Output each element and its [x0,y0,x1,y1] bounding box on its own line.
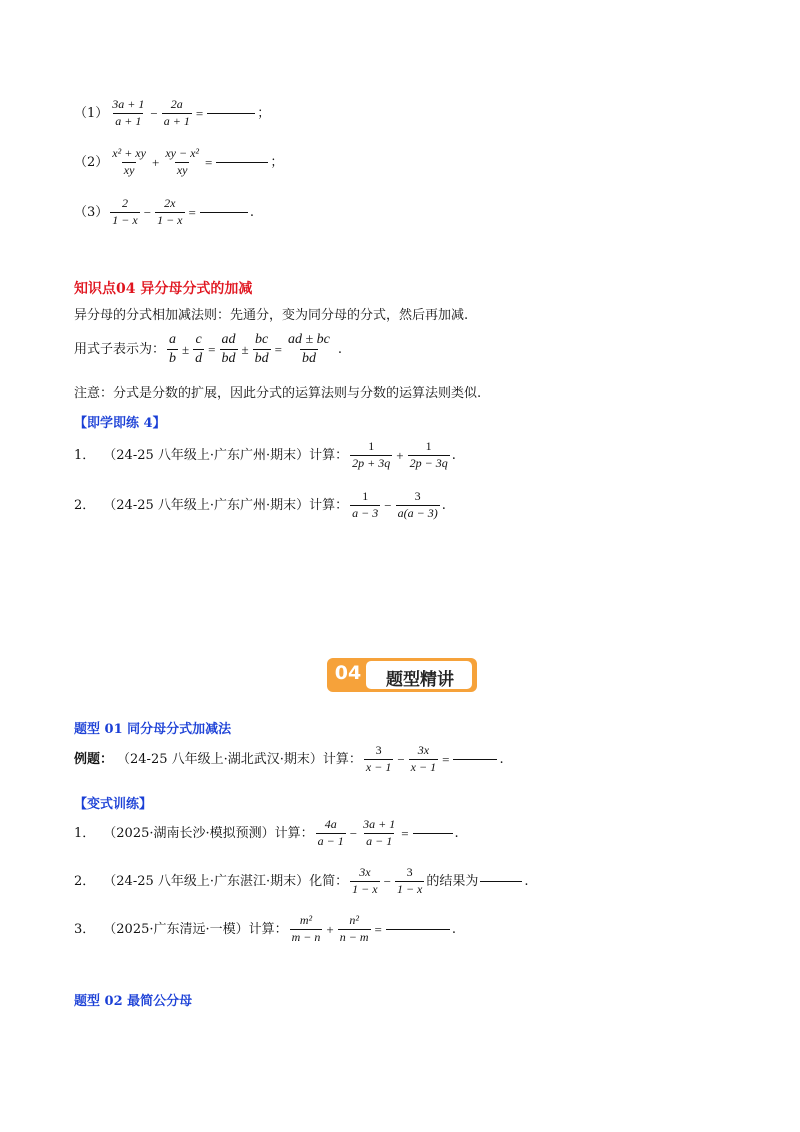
punctuation: . [441,497,446,513]
operator: ± [182,342,190,358]
fraction: $\frac{3}{x - 1}$ [365,743,392,774]
item-number: 2． [74,873,96,889]
operator: − [384,497,392,513]
answer-blank[interactable] [216,162,268,163]
equals-sign: = [188,204,196,220]
item-label: （1） [74,105,109,121]
punctuation: . [454,825,459,841]
fraction: $\frac{3x}{1 - x}$ [352,865,378,896]
type02-heading: 题型 02 最简公分母 [74,994,193,1009]
operator: − [383,873,391,889]
formula-prefix: 用式子表示为： [74,342,166,358]
training-heading: 【变式训练】 [74,797,153,812]
fraction: $\frac{4a}{a - 1}$ [317,817,344,848]
fraction: $\frac{3x}{x - 1}$ [410,743,437,774]
answer-blank[interactable] [200,212,248,213]
item-source: （24-25 八年级上·广东湛江·期末）化简： [103,873,349,889]
note-text: 注意：分式是分数的扩展，因此分式的运算法则与分数的运算法则类似. [74,386,482,401]
item-number: 3． [74,921,96,937]
practice-heading: 【即学即练 4】 [74,416,166,431]
fraction: $\frac{3}{1 - x}$ [396,865,423,896]
operator: + [396,447,404,463]
fraction: $\frac{c}{d}$ [195,332,203,367]
operator: − [349,825,358,841]
answer-blank[interactable] [386,929,450,930]
item-source: （24-25 八年级上·广东广州·期末）计算： [103,497,349,513]
operator: + [326,921,334,937]
fraction: $\frac{\text{n²}}{n - m}$ [339,913,369,944]
practice-item-2 [74,490,446,521]
answer-blank[interactable] [453,759,497,760]
punctuation: . [337,342,343,358]
punctuation: . [451,921,456,937]
fraction: $\frac{\text{x² + xy}}{xy}$ [112,146,146,177]
fraction: $\frac{bc}{bd}$ [254,332,269,367]
item-number: 1． [74,825,96,841]
punctuation: . [499,751,504,767]
punctuation: . [249,204,254,220]
answer-blank[interactable] [480,881,522,882]
item-label: （2） [74,154,109,170]
exercise-2 [74,147,283,178]
example-source: （24-25 八年级上·湖北武汉·期末）计算： [117,751,362,767]
fraction: $\frac{\text{m²}}{m - n}$ [291,913,321,944]
formula-line [74,332,342,367]
example-label: 例题： [74,751,114,767]
fraction: $\frac{3a + 1}{a + 1}$ [112,97,145,128]
example [74,744,504,775]
fraction: $\frac{2a}{a + 1}$ [163,97,190,128]
punctuation: ； [270,154,284,170]
banner-number: 04 [334,662,362,684]
knowledge-point-heading: 知识点04 异分母分式的加减 [74,281,253,297]
fraction: $\frac{1}{2p + 3q}$ [352,439,391,470]
fraction: $\frac{a}{b}$ [169,332,177,367]
item-label: （3） [74,204,109,220]
section-banner [326,656,478,694]
type01-heading: 题型 01 同分母分式加减法 [74,722,232,737]
equals-sign: = [195,105,204,121]
exercise-3 [74,197,254,228]
item-source: （2025·湖南长沙·模拟预测）计算： [103,825,314,841]
training-item-1 [74,818,459,849]
answer-blank[interactable] [207,113,255,114]
operator: − [143,204,152,220]
equals-sign: = [401,825,409,841]
banner-title: 题型精讲 [386,670,454,690]
practice-item-1 [74,440,456,471]
punctuation: . [451,447,456,463]
fraction: $\frac{2}{1 - x}$ [112,196,138,227]
item-source: （24-25 八年级上·广东广州·期末）计算： [103,447,349,463]
training-item-2 [74,866,529,897]
fraction: $\frac{1}{a - 3}$ [352,489,379,520]
punctuation: . [524,873,529,889]
answer-blank[interactable] [413,833,453,834]
training-item-3 [74,914,456,945]
equals-sign: = [205,154,213,170]
operator: − [150,105,158,121]
fraction: $\frac{1}{2p - 3q}$ [409,439,448,470]
fraction: $\frac{ad}{bd}$ [221,332,236,367]
fraction: $\frac{3}{a(a - 3)}$ [397,489,438,520]
operator: − [397,751,405,767]
fraction: $\frac{ad \pm bc}{bd}$ [287,332,330,367]
punctuation: ； [257,105,271,121]
item-number: 1． [74,447,96,463]
item-source: （2025·广东清远·一模）计算： [103,921,288,937]
equals-sign: = [208,342,216,358]
equals-sign: = [442,751,450,767]
operator: + [151,154,160,170]
rule-text: 异分母的分式相加减法则：先通分，变为同分母的分式，然后再加减. [74,308,469,323]
equals-sign: = [374,921,382,937]
equals-sign: = [274,342,282,358]
operator: ± [241,342,249,358]
result-phrase: 的结果为 [426,873,479,889]
item-number: 2． [74,497,96,513]
fraction: $\frac{\text{xy − x²}}{xy}$ [165,146,199,177]
fraction: $\frac{3a + 1}{a - 1}$ [363,817,396,848]
fraction: $\frac{2x}{1 - x}$ [157,196,183,227]
exercise-1 [74,98,270,129]
